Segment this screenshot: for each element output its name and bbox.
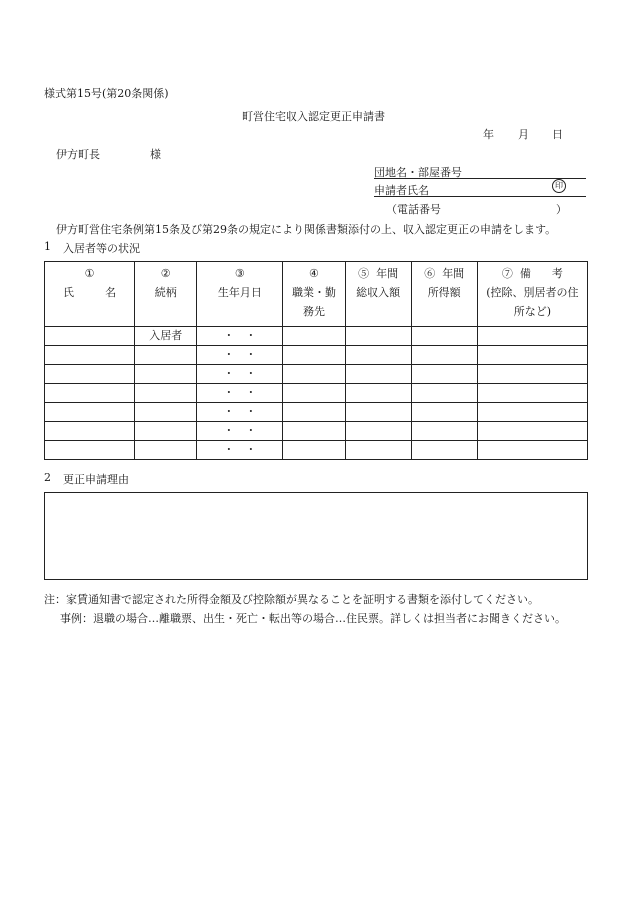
- header-total-income: ⑤ 年間 総収入額: [345, 262, 411, 327]
- cell-income[interactable]: [411, 327, 477, 346]
- phone-close: ）: [556, 203, 567, 216]
- table-row: [45, 346, 588, 365]
- cell-birthdate[interactable]: ・ ・: [197, 327, 283, 346]
- addressee-name: 伊方町長: [56, 148, 100, 161]
- cell-name[interactable]: [45, 346, 135, 365]
- cell-total-income[interactable]: [345, 403, 411, 422]
- cell-relation[interactable]: [135, 403, 197, 422]
- cell-total-income[interactable]: [345, 346, 411, 365]
- residents-table: [44, 261, 588, 460]
- addressee-honorific: 様: [150, 148, 161, 161]
- cell-total-income[interactable]: [345, 384, 411, 403]
- table-row: [45, 327, 588, 346]
- header-name: ① 氏 名: [45, 262, 135, 327]
- cell-occupation[interactable]: [283, 346, 345, 365]
- phone-label: （電話番号: [386, 203, 441, 216]
- note-text: 注：家賃通知書で認定された所得金額及び控除額が異なることを証明する書類を添付してください。: [44, 593, 539, 606]
- cell-occupation[interactable]: [283, 441, 345, 460]
- applicant-name-label: 申請者氏名: [374, 184, 429, 197]
- cell-income[interactable]: [411, 365, 477, 384]
- cell-name[interactable]: [45, 422, 135, 441]
- cell-income[interactable]: [411, 422, 477, 441]
- cell-relation[interactable]: [135, 441, 197, 460]
- cell-birthdate[interactable]: ・ ・: [197, 422, 283, 441]
- cell-name[interactable]: [45, 327, 135, 346]
- cell-relation[interactable]: [135, 384, 197, 403]
- section2-title: 更正申請理由: [63, 473, 129, 486]
- cell-total-income[interactable]: [345, 422, 411, 441]
- cell-remarks[interactable]: [477, 441, 587, 460]
- cell-name[interactable]: [45, 403, 135, 422]
- section2-number: 2: [44, 471, 51, 484]
- cell-birthdate[interactable]: ・ ・: [197, 441, 283, 460]
- table-row: [45, 365, 588, 384]
- header-birthdate: ③ 生年月日: [197, 262, 283, 327]
- cell-income[interactable]: [411, 346, 477, 365]
- cell-remarks[interactable]: [477, 403, 587, 422]
- table-row: [45, 441, 588, 460]
- date-day: 日: [552, 128, 563, 141]
- date-year: 年: [483, 128, 494, 141]
- section1-title: 入居者等の状況: [63, 242, 140, 255]
- complex-field[interactable]: [374, 164, 586, 179]
- cell-relation[interactable]: [135, 365, 197, 384]
- cell-occupation[interactable]: [283, 384, 345, 403]
- cell-relation[interactable]: [135, 422, 197, 441]
- cell-income[interactable]: [411, 403, 477, 422]
- cell-birthdate[interactable]: ・ ・: [197, 365, 283, 384]
- cell-birthdate[interactable]: ・ ・: [197, 384, 283, 403]
- cell-total-income[interactable]: [345, 441, 411, 460]
- cell-income[interactable]: [411, 384, 477, 403]
- cell-remarks[interactable]: [477, 346, 587, 365]
- cell-remarks[interactable]: [477, 327, 587, 346]
- table-row: [45, 403, 588, 422]
- cell-name[interactable]: [45, 384, 135, 403]
- cell-name[interactable]: [45, 441, 135, 460]
- cell-remarks[interactable]: [477, 365, 587, 384]
- seal-mark: 印: [552, 179, 566, 193]
- complex-label: 団地名・部屋番号: [374, 166, 462, 179]
- header-income: ⑥ 年間 所得額: [411, 262, 477, 327]
- cell-income[interactable]: [411, 441, 477, 460]
- cell-relation[interactable]: [135, 346, 197, 365]
- form-title: 町営住宅収入認定更正申請書: [242, 110, 385, 123]
- header-occupation: ④ 職業・勤 務先: [283, 262, 345, 327]
- cell-occupation[interactable]: [283, 327, 345, 346]
- cell-name[interactable]: [45, 365, 135, 384]
- form-number: 様式第15号(第20条関係): [44, 87, 169, 100]
- cell-occupation[interactable]: [283, 422, 345, 441]
- cell-relation: 入居者: [135, 327, 197, 346]
- cell-occupation[interactable]: [283, 403, 345, 422]
- table-row: [45, 384, 588, 403]
- header-remarks: ⑦ 備 考 (控除、別居者の住 所など): [477, 262, 587, 327]
- cell-remarks[interactable]: [477, 422, 587, 441]
- table-row: [45, 422, 588, 441]
- intro-text: 伊方町営住宅条例第15条及び第29条の規定により関係書類添付の上、収入認定更正の申請をします。: [56, 223, 557, 236]
- cell-birthdate[interactable]: ・ ・: [197, 346, 283, 365]
- header-relation: ② 続柄: [135, 262, 197, 327]
- date-month: 月: [518, 128, 529, 141]
- table-header-row: [45, 262, 588, 327]
- cell-total-income[interactable]: [345, 327, 411, 346]
- cell-remarks[interactable]: [477, 384, 587, 403]
- reason-textarea[interactable]: [44, 492, 588, 580]
- cell-occupation[interactable]: [283, 365, 345, 384]
- cell-birthdate[interactable]: ・ ・: [197, 403, 283, 422]
- cell-total-income[interactable]: [345, 365, 411, 384]
- example-text: 事例：退職の場合…離職票、出生・死亡・転出等の場合…住民票。詳しくは担当者にお聞きください。: [60, 612, 566, 625]
- section1-number: 1: [44, 240, 51, 253]
